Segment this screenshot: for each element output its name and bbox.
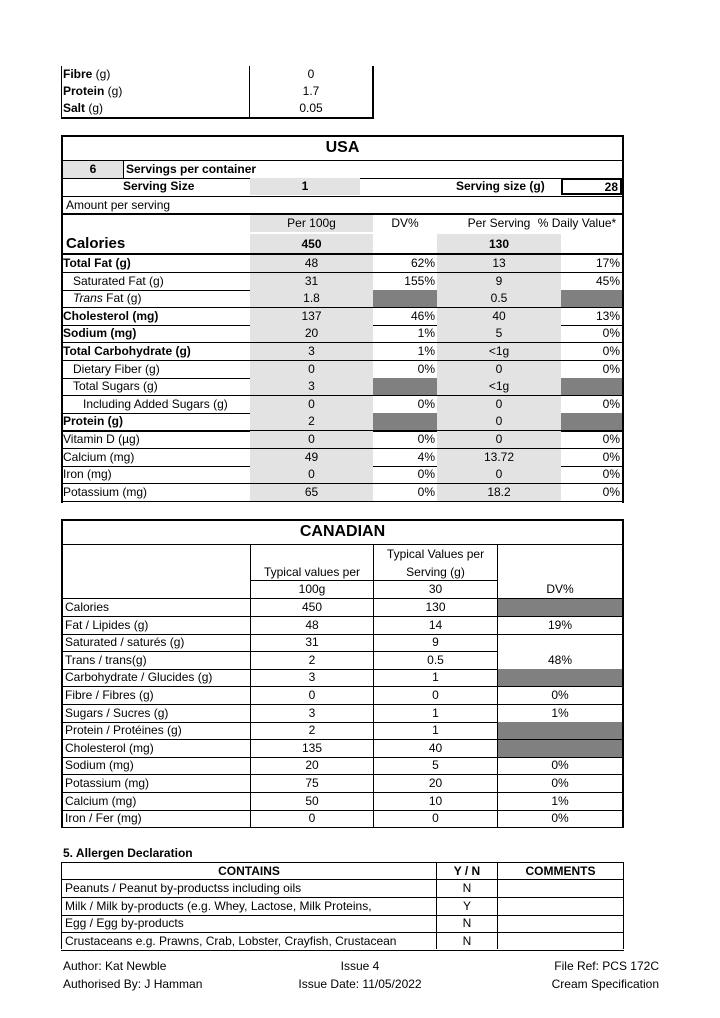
canadian-row-per100: 50 — [305, 794, 319, 808]
usa-row-label-italic: Trans — [73, 291, 103, 305]
usa-col-per-serving: Per Serving — [467, 216, 531, 230]
canadian-row-per-serving: 10 — [428, 794, 443, 808]
canadian-col2-line3: 30 — [428, 582, 443, 596]
footer-file-ref: File Ref: PCS 172C — [554, 959, 659, 973]
top-row-value: 0.05 — [299, 101, 323, 115]
footer-issue: Issue 4 — [340, 959, 380, 973]
top-row-nutrient: Fibre — [63, 67, 93, 81]
usa-row-label-rest: Fat (g) — [102, 291, 142, 305]
usa-row-daily: 13% — [595, 309, 620, 323]
canadian-col2-line2: Serving (g) — [406, 565, 465, 579]
usa-row-label: Total Fat (g) — [63, 256, 131, 270]
usa-row-per100: 20 — [250, 325, 373, 342]
canadian-row-per100: 20 — [305, 758, 319, 772]
usa-row-dv: 0% — [417, 432, 435, 446]
usa-row-label: Cholesterol (mg) — [63, 309, 159, 323]
allergen-comment — [498, 898, 623, 915]
usa-serving-size-g-label: Serving size (g) — [456, 179, 545, 193]
usa-row-label: Saturated Fat (g) — [73, 274, 164, 288]
usa-row-dv: 1% — [417, 344, 435, 358]
usa-row-label — [73, 290, 248, 307]
canadian-row-dv — [498, 669, 622, 686]
canadian-row-label: Sodium (mg) — [65, 758, 134, 772]
canadian-row-per100: 0 — [308, 811, 316, 825]
canadian-row-per-serving: 0.5 — [427, 653, 444, 667]
canadian-row-dv — [498, 634, 622, 651]
allergen-col-yn: Y / N — [453, 864, 481, 878]
usa-col-daily-value: % Daily Value* — [537, 216, 617, 230]
canadian-row-label: Cholesterol (mg) — [65, 741, 154, 755]
canadian-row-label: Trans / trans(g) — [65, 653, 147, 667]
canadian-row-per100: 2 — [308, 723, 316, 737]
usa-serving-size-value: 1 — [250, 178, 360, 195]
allergen-comment — [498, 933, 623, 950]
usa-row-dv — [373, 378, 437, 395]
usa-row-label: Vitamin D (µg) — [63, 432, 140, 446]
canadian-row-per100: 3 — [308, 670, 316, 684]
usa-row-per100: 49 — [250, 449, 373, 466]
usa-row-label: Sodium (mg) — [63, 326, 137, 340]
usa-row-dv: 1% — [417, 326, 435, 340]
canadian-row-label: Iron / Fer (mg) — [65, 811, 142, 825]
canadian-col3: DV% — [546, 582, 574, 596]
canadian-row-dv — [498, 722, 622, 739]
usa-row-dv: 0% — [417, 485, 435, 499]
canadian-row-per100: 450 — [301, 600, 323, 614]
allergen-item: Egg / Egg by-products — [65, 916, 184, 930]
usa-row-per100: 1.8 — [250, 290, 373, 307]
usa-calories-per100: 450 — [250, 234, 373, 254]
canadian-row-dv: 19% — [547, 618, 573, 632]
canadian-row-dv: 0% — [551, 758, 569, 772]
usa-row-daily — [561, 413, 622, 430]
canadian-col2-line1: Typical Values per — [386, 547, 485, 561]
canadian-row-dv — [498, 599, 622, 616]
canadian-row-label: Calcium (mg) — [65, 794, 137, 808]
usa-row-label: Total Sugars (g) — [73, 379, 158, 393]
footer-authorised: Authorised By: J Hamman — [63, 977, 203, 991]
usa-title: USA — [325, 139, 360, 156]
usa-row-per-serving: <1g — [437, 343, 561, 360]
usa-row-dv: 0% — [417, 362, 435, 376]
canadian-row-per-serving: 20 — [428, 776, 443, 790]
canadian-row-per-serving: 40 — [428, 741, 443, 755]
usa-row-daily: 0% — [602, 362, 620, 376]
usa-row-label: Protein (g) — [63, 414, 123, 428]
canadian-row-label: Calories — [65, 600, 110, 614]
usa-row-per-serving: 9 — [437, 273, 561, 290]
allergen-yn: N — [462, 916, 472, 930]
usa-row-per-serving: 0 — [437, 413, 561, 430]
usa-row-daily: 0% — [602, 344, 620, 358]
usa-row-dv: 0% — [417, 397, 435, 411]
usa-amount-per-serving: Amount per serving — [66, 198, 171, 212]
canadian-row-dv: 48% — [547, 653, 573, 667]
usa-row-per-serving: 18.2 — [437, 484, 561, 501]
usa-row-dv: 4% — [417, 450, 435, 464]
canadian-row-label: Fat / Lipides (g) — [65, 618, 149, 632]
canadian-row-label: Fibre / Fibres (g) — [65, 688, 154, 702]
usa-row-per100: 0 — [250, 466, 373, 483]
top-row-unit: (g) — [104, 84, 123, 98]
footer-spec: Cream Specification — [551, 977, 659, 991]
allergen-yn: Y — [462, 899, 471, 913]
canadian-row-per100: 0 — [308, 688, 316, 702]
canadian-row-per100: 3 — [308, 706, 316, 720]
usa-row-per-serving: 0 — [437, 361, 561, 378]
usa-serving-size-label: Serving Size — [123, 179, 195, 193]
top-row-unit: (g) — [92, 67, 111, 81]
usa-row-per100: 31 — [250, 273, 373, 290]
canadian-row-per-serving: 9 — [432, 635, 439, 649]
top-row-unit: (g) — [85, 101, 104, 115]
usa-serving-size-g-value: 28 — [561, 178, 622, 195]
canadian-row-per-serving: 1 — [432, 706, 439, 720]
usa-row-per-serving: 0 — [437, 431, 561, 448]
allergen-col-contains: CONTAINS — [218, 864, 280, 878]
usa-col-per100: Per 100g — [250, 215, 373, 232]
canadian-row-per-serving: 14 — [428, 618, 443, 632]
canadian-row-per100: 48 — [305, 618, 319, 632]
usa-row-per-serving: 13 — [437, 255, 561, 272]
allergen-item: Peanuts / Peanut by-productss including oils — [65, 881, 302, 895]
canadian-row-per100: 2 — [308, 653, 316, 667]
usa-calories-label: Calories — [66, 235, 126, 252]
usa-row-per-serving: 0.5 — [437, 290, 561, 307]
usa-row-per100: 3 — [250, 343, 373, 360]
allergen-comment — [498, 880, 623, 897]
footer-issue-date: Issue Date: 11/05/2022 — [298, 977, 422, 991]
usa-row-dv — [373, 290, 437, 307]
canadian-row-dv: 0% — [551, 811, 569, 825]
usa-row-per-serving: 5 — [437, 325, 561, 342]
canadian-row-per100: 75 — [305, 776, 319, 790]
canadian-row-per100: 31 — [305, 635, 319, 649]
usa-col-dv: DV% — [391, 216, 419, 230]
usa-servings-count: 6 — [63, 161, 123, 178]
usa-row-per-serving: 0 — [437, 466, 561, 483]
usa-row-label: Iron (mg) — [63, 467, 112, 481]
allergen-col-comments: COMMENTS — [525, 864, 596, 878]
usa-row-label: Dietary Fiber (g) — [73, 362, 160, 376]
canadian-row-label: Sugars / Sucres (g) — [65, 706, 169, 720]
usa-row-per100: 65 — [250, 484, 373, 501]
usa-row-per-serving: 13.72 — [437, 449, 561, 466]
canadian-row-label: Protein / Protéines (g) — [65, 723, 182, 737]
canadian-row-per-serving: 130 — [425, 600, 446, 614]
allergen-yn: N — [462, 934, 472, 948]
usa-row-per100: 137 — [250, 308, 373, 325]
top-row-value: 0 — [307, 67, 315, 81]
canadian-col1-line2: 100g — [298, 582, 326, 596]
usa-row-daily: 0% — [602, 432, 620, 446]
canadian-row-per-serving: 0 — [432, 688, 439, 702]
canadian-row-label: Potassium (mg) — [65, 776, 150, 790]
canadian-row-dv: 1% — [551, 794, 569, 808]
top-row-label — [63, 100, 248, 117]
usa-row-per-serving: <1g — [437, 378, 561, 395]
allergen-heading: 5. Allergen Declaration — [63, 846, 193, 860]
canadian-row-label: Carbohydrate / Glucides (g) — [65, 670, 213, 684]
usa-row-daily: 17% — [595, 256, 620, 270]
usa-row-daily: 0% — [602, 485, 620, 499]
usa-row-per100: 0 — [250, 396, 373, 413]
top-row-label — [63, 83, 248, 100]
usa-servings-label: Servings per container — [126, 162, 257, 176]
top-row-nutrient: Protein — [63, 84, 105, 98]
allergen-comment — [498, 915, 623, 932]
usa-row-label: Potassium (mg) — [63, 485, 148, 499]
usa-row-dv: 0% — [417, 467, 435, 481]
usa-row-per100: 3 — [250, 378, 373, 395]
usa-row-label: Including Added Sugars (g) — [83, 397, 228, 411]
allergen-yn: N — [462, 881, 472, 895]
usa-row-daily: 0% — [602, 397, 620, 411]
usa-row-dv: 46% — [410, 309, 435, 323]
usa-row-dv: 62% — [410, 256, 435, 270]
allergen-item: Milk / Milk by-products (e.g. Whey, Lactose, Milk Proteins, — [65, 899, 372, 913]
canadian-row-dv: 0% — [551, 776, 569, 790]
usa-row-daily: 0% — [602, 326, 620, 340]
usa-row-dv: 155% — [404, 274, 435, 288]
usa-row-daily — [561, 378, 622, 395]
canadian-row-per-serving: 5 — [432, 758, 439, 772]
usa-row-per100: 0 — [250, 431, 373, 448]
allergen-item: Crustaceans e.g. Prawns, Crab, Lobster, Crayfish, Crustacean — [65, 934, 397, 948]
usa-row-label: Total Carbohydrate (g) — [63, 344, 191, 358]
usa-calories-per-serving: 130 — [437, 234, 561, 254]
top-row-value: 1.7 — [302, 84, 320, 98]
usa-row-per-serving: 40 — [437, 308, 561, 325]
usa-row-daily — [561, 290, 622, 307]
canadian-row-per100: 135 — [301, 741, 323, 755]
usa-row-per100: 48 — [250, 255, 373, 272]
canadian-row-dv: 0% — [551, 688, 569, 702]
usa-row-label: Calcium (mg) — [63, 450, 135, 464]
usa-row-per100: 2 — [250, 413, 373, 430]
top-row-nutrient: Salt — [63, 101, 86, 115]
usa-row-dv — [373, 413, 437, 430]
usa-row-daily: 45% — [595, 274, 620, 288]
canadian-row-label: Saturated / saturés (g) — [65, 635, 185, 649]
canadian-row-per-serving: 1 — [432, 723, 439, 737]
canadian-row-per-serving: 1 — [432, 670, 439, 684]
canadian-row-dv: 1% — [551, 706, 569, 720]
top-row-label — [63, 66, 248, 83]
canadian-row-dv — [498, 740, 622, 757]
canadian-col1-line1: Typical values per — [263, 565, 361, 579]
usa-row-daily: 0% — [602, 450, 620, 464]
usa-row-per-serving: 0 — [437, 396, 561, 413]
canadian-title: CANADIAN — [299, 523, 386, 540]
usa-row-daily: 0% — [602, 467, 620, 481]
usa-row-per100: 0 — [250, 361, 373, 378]
footer-author: Author: Kat Newble — [63, 959, 167, 973]
canadian-row-per-serving: 0 — [432, 811, 439, 825]
